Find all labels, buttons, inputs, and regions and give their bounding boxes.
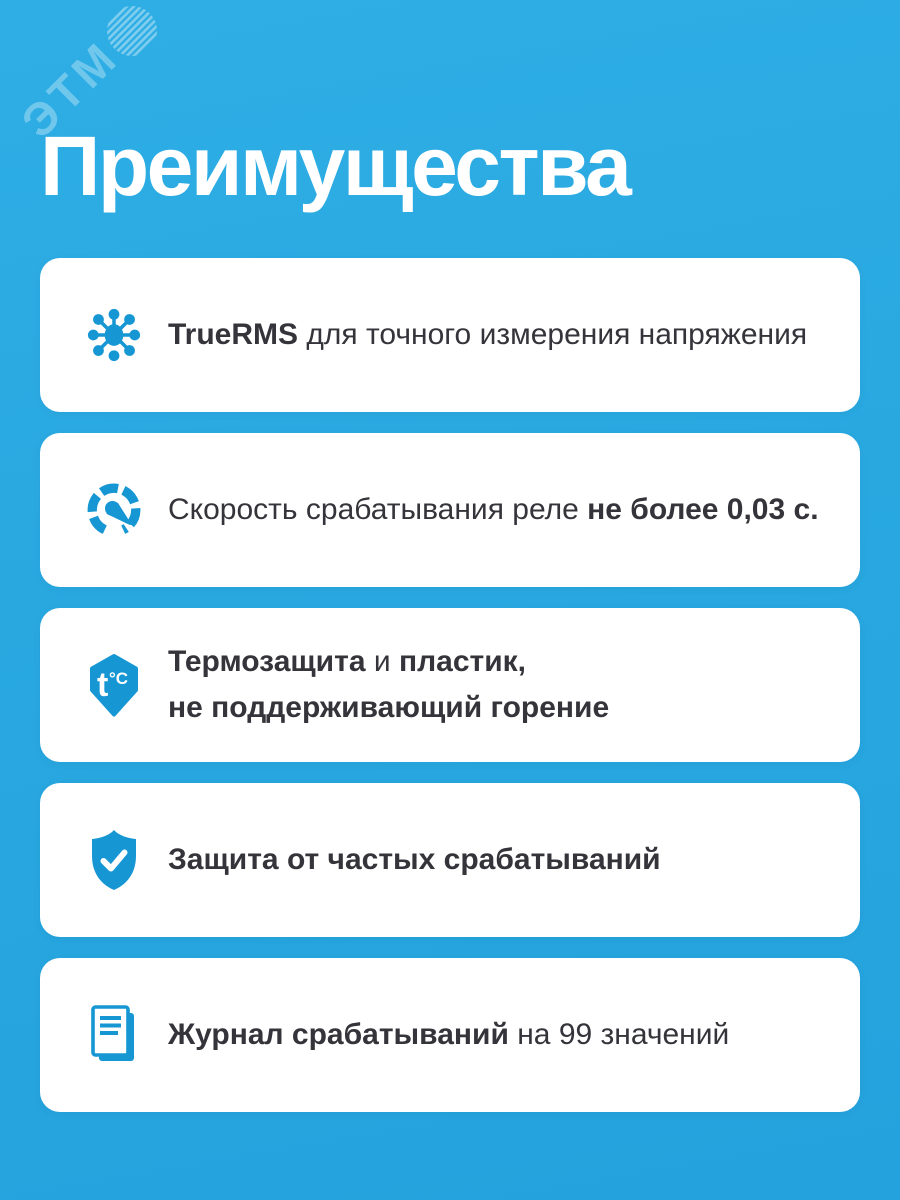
text-run: Журнал срабатываний	[168, 1018, 509, 1051]
text-run: Защита от частых срабатываний	[168, 843, 661, 876]
hub-network-icon	[85, 303, 143, 367]
text-run: не поддерживающий горение	[168, 691, 610, 724]
svg-text:°C: °C	[109, 669, 129, 688]
advantages-list	[40, 258, 860, 1112]
text-run: TrueRMS	[168, 318, 299, 351]
advantage-card-truerms	[40, 258, 860, 412]
page-title: Преимущества	[40, 119, 630, 213]
journal-icon	[85, 1003, 143, 1067]
text-run: Термозащита	[168, 645, 366, 678]
text-run: для точного измерения напряжения	[298, 318, 808, 351]
text-run: Скорость срабатывания реле	[168, 493, 588, 526]
card-text	[168, 837, 661, 883]
watermark-brand-text: ЭТМ	[11, 30, 129, 148]
card-text	[168, 487, 819, 533]
advantage-card-protection	[40, 783, 860, 937]
svg-text:t: t	[97, 666, 109, 704]
card-text	[168, 639, 609, 731]
text-run: пластик,	[398, 645, 526, 678]
globe-stripes-icon	[103, 2, 161, 60]
thermal-protection-icon	[85, 653, 143, 717]
card-text	[168, 312, 807, 358]
text-run: и	[365, 645, 399, 678]
text-run: на 99 значений	[508, 1018, 730, 1051]
advantage-card-journal	[40, 958, 860, 1112]
card-text	[168, 1012, 729, 1058]
shield-check-icon	[85, 828, 143, 892]
speedometer-icon	[85, 478, 143, 542]
advantage-card-speed	[40, 433, 860, 587]
advantage-card-thermal	[40, 608, 860, 762]
text-run: не более 0,03 с.	[587, 493, 819, 526]
